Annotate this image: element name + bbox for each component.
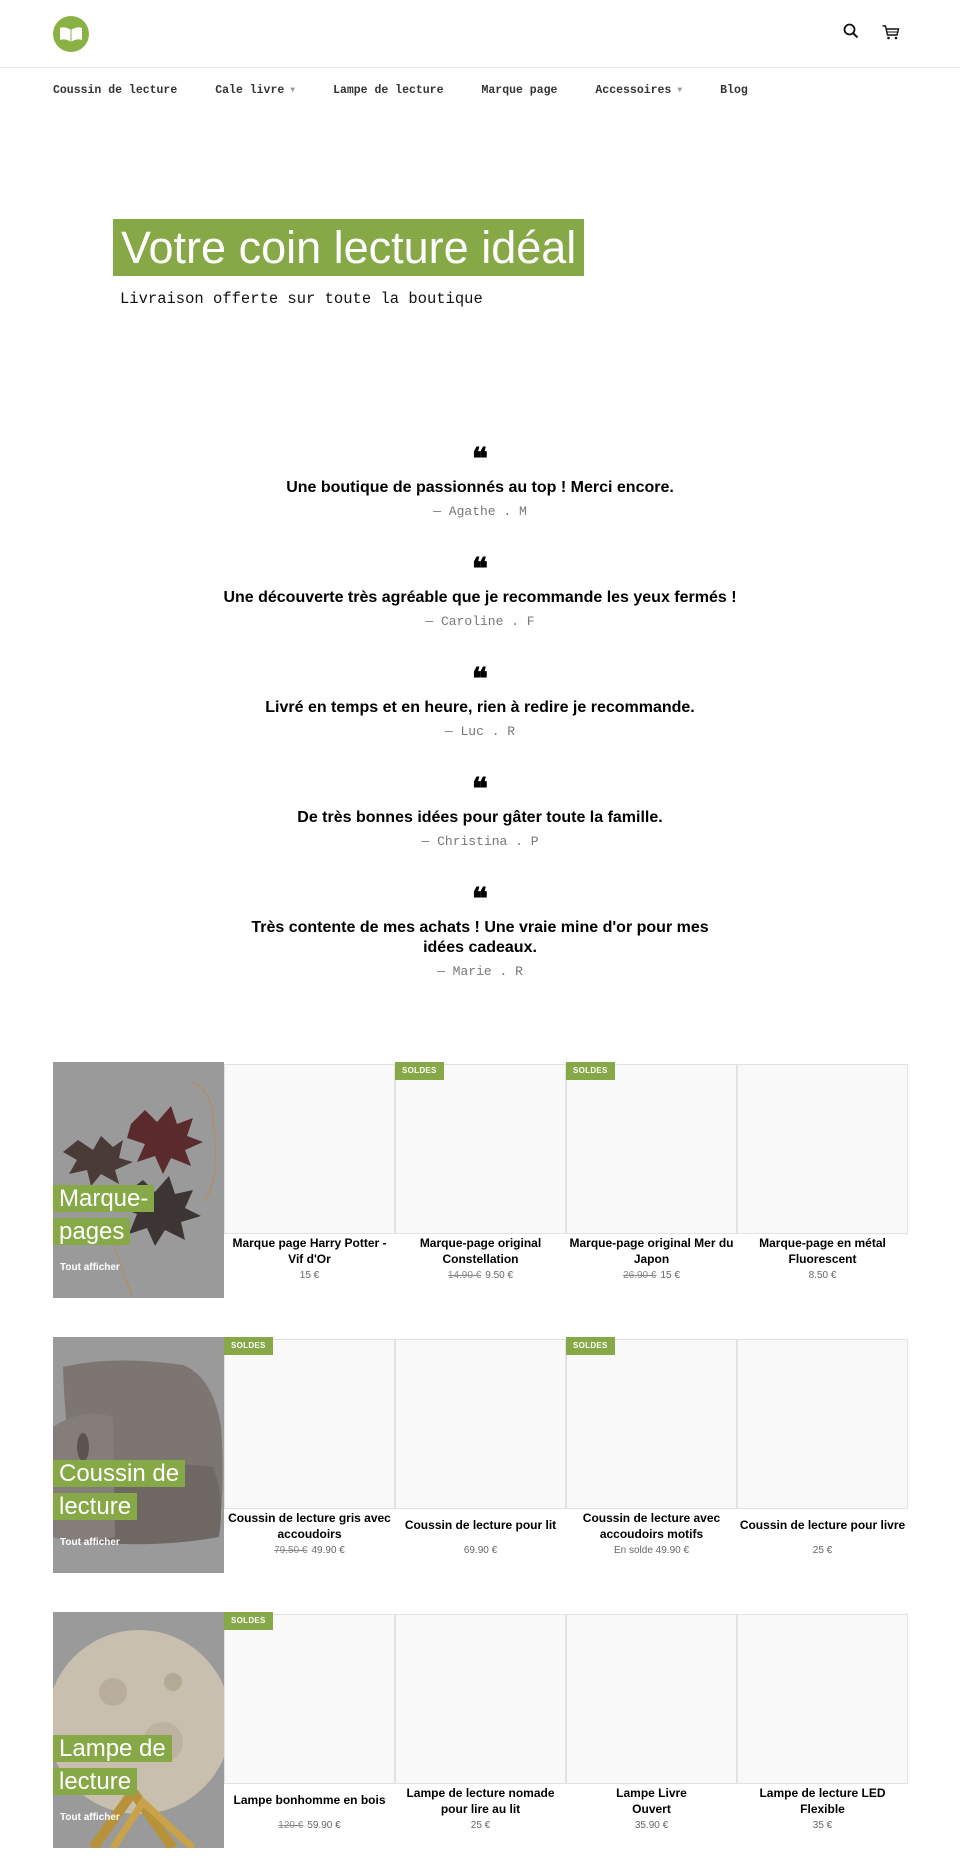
search-icon[interactable] xyxy=(843,23,859,44)
quote-icon: ❝ xyxy=(471,442,489,477)
quote-icon: ❝ xyxy=(471,552,489,587)
collection-hero[interactable] xyxy=(53,1612,224,1848)
product-price: 14.90 € 9.50 € xyxy=(447,1270,514,1281)
product-price: 35 € xyxy=(812,1820,833,1831)
testimonial xyxy=(0,662,960,739)
product-image[interactable] xyxy=(395,1339,566,1509)
old-price: 120 € xyxy=(278,1820,304,1831)
collection-title: Marque-pages xyxy=(53,1182,163,1248)
chevron-down-icon: ▼ xyxy=(677,85,683,95)
testimonial xyxy=(0,772,960,849)
nav-item-cale-livre[interactable] xyxy=(215,82,295,98)
collection-hero[interactable] xyxy=(53,1062,224,1298)
product-card[interactable] xyxy=(224,1612,395,1848)
product-card[interactable] xyxy=(395,1612,566,1848)
testimonial xyxy=(0,882,960,979)
product-image[interactable] xyxy=(737,1339,908,1509)
hero-title: Votre coin lecture idéal xyxy=(113,219,584,276)
product-price: 25 € xyxy=(470,1820,491,1831)
quote-icon: ❝ xyxy=(471,882,489,917)
collection-lampe xyxy=(53,1612,909,1848)
nav-item-accessoires[interactable] xyxy=(595,82,682,98)
product-image[interactable] xyxy=(737,1064,908,1234)
collection-hero[interactable] xyxy=(53,1337,224,1573)
sale-badge: SOLDES xyxy=(566,1337,615,1355)
product-card[interactable] xyxy=(566,1337,737,1573)
product-price: 8.50 € xyxy=(808,1270,837,1281)
quote-icon: ❝ xyxy=(471,662,489,697)
site-header xyxy=(0,0,960,68)
nav-item-marque-page[interactable] xyxy=(481,82,557,98)
testimonial-text: Livré en temps et en heure, rien à redire je recommande. xyxy=(265,699,695,716)
testimonial xyxy=(0,552,960,629)
product-price: 69.90 € xyxy=(463,1545,498,1556)
main-nav xyxy=(53,82,786,98)
product-name[interactable]: Marque-page original Mer du Japon xyxy=(569,1236,734,1266)
nav-item-label: Coussin de lecture xyxy=(53,83,178,97)
nav-item-coussin[interactable] xyxy=(53,82,177,98)
sale-badge: SOLDES xyxy=(224,1337,273,1355)
quote-icon: ❝ xyxy=(471,772,489,807)
product-image[interactable] xyxy=(566,1614,737,1784)
product-name[interactable]: Coussin de lecture avec accoudoirs motifs xyxy=(582,1511,721,1541)
sale-badge: SOLDES xyxy=(566,1062,615,1080)
sale-badge: SOLDES xyxy=(224,1612,273,1630)
old-price: 79.50 € xyxy=(274,1545,308,1556)
chevron-down-icon: ▼ xyxy=(290,85,296,95)
testimonial-text: Une découverte très agréable que je recommande les yeux fermés ! xyxy=(223,589,737,606)
product-name[interactable]: Marque page Harry Potter - Vif d'Or xyxy=(232,1236,387,1266)
product-price: 120 € 59.90 € xyxy=(278,1820,341,1831)
cart-icon[interactable] xyxy=(882,25,900,45)
product-image[interactable] xyxy=(566,1339,737,1509)
product-card[interactable] xyxy=(224,1062,395,1298)
product-card[interactable] xyxy=(737,1337,908,1573)
product-price: 35.90 € xyxy=(634,1820,669,1831)
product-price: 15 € xyxy=(299,1270,320,1281)
nav-item-label: Marque page xyxy=(481,83,558,97)
product-name[interactable]: Lampe de lecture LED Flexible xyxy=(759,1786,886,1816)
testimonial-text: Une boutique de passionnés au top ! Merci encore. xyxy=(286,479,674,496)
product-price: 25 € xyxy=(812,1545,833,1556)
testimonial-author: — Marie . R xyxy=(437,964,523,979)
product-price: 26.90 € 15 € xyxy=(623,1270,680,1281)
collection-coussin xyxy=(53,1337,909,1573)
product-name[interactable]: Coussin de lecture pour livre xyxy=(739,1518,906,1532)
sale-badge: SOLDES xyxy=(395,1062,444,1080)
product-name[interactable]: Lampe de lecture nomade pour lire au lit xyxy=(406,1786,555,1816)
product-card[interactable] xyxy=(395,1337,566,1573)
old-price: 26.90 € xyxy=(623,1270,657,1281)
testimonial-author: — Christina . P xyxy=(421,834,539,849)
hero-subtitle: Livraison offerte sur toute la boutique xyxy=(120,290,483,308)
nav-item-label: Lampe de lecture xyxy=(333,83,444,97)
logo[interactable] xyxy=(53,16,89,52)
product-image[interactable] xyxy=(224,1339,395,1509)
product-image[interactable] xyxy=(224,1614,395,1784)
nav-item-lampe[interactable] xyxy=(333,82,443,98)
product-name[interactable]: Coussin de lecture gris avec accoudoirs xyxy=(228,1511,391,1541)
product-image[interactable] xyxy=(395,1064,566,1234)
view-all-link[interactable]: Tout afficher xyxy=(60,1262,120,1273)
collection-title: Lampe de lecture xyxy=(53,1732,183,1798)
product-image[interactable] xyxy=(224,1064,395,1234)
testimonial-author: — Agathe . M xyxy=(433,504,527,519)
product-image[interactable] xyxy=(395,1614,566,1784)
open-book-icon xyxy=(59,25,83,43)
product-card[interactable] xyxy=(737,1062,908,1298)
product-card[interactable] xyxy=(566,1062,737,1298)
nav-item-label: Cale livre xyxy=(215,83,285,97)
product-name[interactable]: Coussin de lecture pour lit xyxy=(404,1518,557,1532)
product-name[interactable]: Marque-page original Constellation xyxy=(419,1236,542,1266)
product-card[interactable] xyxy=(566,1612,737,1848)
product-name[interactable]: Lampe Livre Ouvert xyxy=(616,1786,687,1816)
product-name[interactable]: Marque-page en métal Fluorescent xyxy=(759,1236,886,1266)
product-price: En solde 49.90 € xyxy=(613,1545,690,1556)
product-card[interactable] xyxy=(395,1062,566,1298)
nav-item-blog[interactable] xyxy=(720,82,748,98)
nav-item-label: Blog xyxy=(720,83,748,97)
testimonial-text: De très bonnes idées pour gâter toute la famille. xyxy=(297,809,663,826)
product-card[interactable] xyxy=(737,1612,908,1848)
product-image[interactable] xyxy=(737,1614,908,1784)
old-price: 14.90 € xyxy=(447,1270,482,1281)
testimonial-text: Très contente de mes achats ! Une vraie mine d'or pour mes idées cadeaux. xyxy=(251,919,709,956)
collection-marque-pages xyxy=(53,1062,909,1298)
collection-title: Coussin de lecture xyxy=(53,1457,183,1523)
view-all-link[interactable]: Tout afficher xyxy=(60,1537,120,1548)
product-price: 79.50 € 49.90 € xyxy=(274,1545,345,1556)
testimonial-author: — Caroline . F xyxy=(425,614,535,629)
testimonial xyxy=(0,442,960,519)
testimonial-author: — Luc . R xyxy=(444,724,516,739)
nav-item-label: Accessoires xyxy=(595,83,672,97)
view-all-link[interactable]: Tout afficher xyxy=(60,1812,120,1823)
product-image[interactable] xyxy=(566,1064,737,1234)
product-card[interactable] xyxy=(224,1337,395,1573)
product-name[interactable]: Lampe bonhomme en bois xyxy=(233,1793,386,1807)
